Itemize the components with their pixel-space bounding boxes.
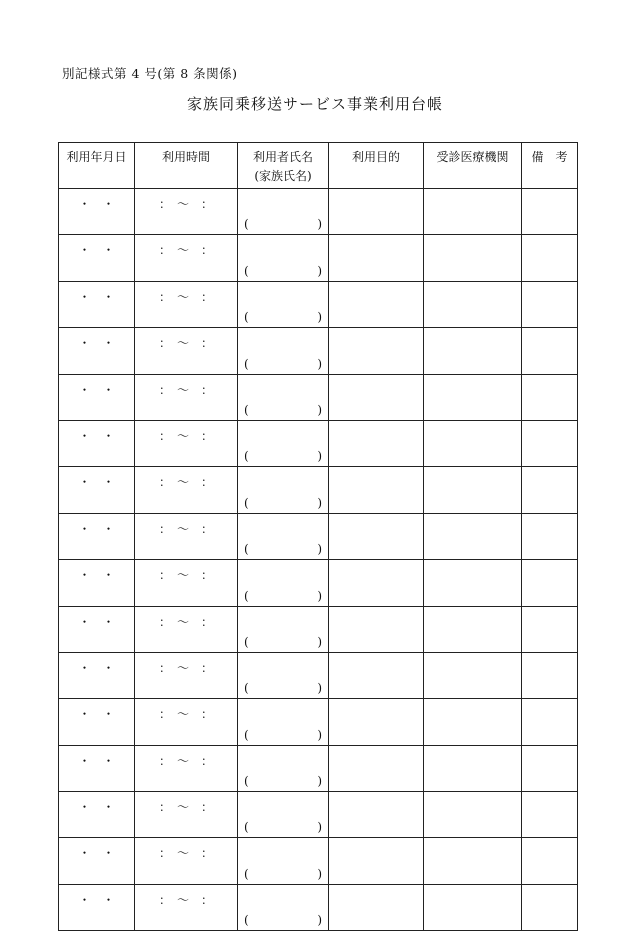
time-separator: ： 〜 ：	[158, 428, 213, 443]
table-row	[59, 281, 578, 327]
close-paren: )	[317, 310, 322, 325]
medical-institution-cell[interactable]	[424, 884, 522, 930]
family-name-field[interactable]	[238, 448, 328, 466]
time-cell[interactable]	[135, 328, 238, 374]
user-name-cell[interactable]	[238, 745, 329, 791]
date-separator: ・ ・	[78, 428, 115, 443]
time-cell[interactable]	[135, 652, 238, 698]
remarks-cell[interactable]	[522, 420, 578, 466]
time-separator: ： 〜 ：	[158, 336, 213, 351]
header-user-name-label: 利用者氏名	[252, 150, 313, 164]
date-separator: ・ ・	[78, 614, 115, 629]
date-separator: ・ ・	[78, 243, 115, 258]
time-cell[interactable]	[135, 513, 238, 559]
date-cell[interactable]	[59, 467, 135, 513]
close-paren: )	[317, 542, 322, 557]
user-name-cell[interactable]	[238, 328, 329, 374]
remarks-cell[interactable]	[522, 745, 578, 791]
medical-institution-cell[interactable]	[424, 745, 522, 791]
medical-institution-cell[interactable]	[424, 838, 522, 884]
date-separator: ・ ・	[78, 892, 115, 907]
date-separator: ・ ・	[78, 800, 115, 815]
family-name-field[interactable]	[238, 541, 328, 559]
medical-institution-cell[interactable]	[424, 792, 522, 838]
close-paren: )	[317, 449, 322, 464]
open-paren: (	[244, 588, 249, 603]
time-separator: ： 〜 ：	[158, 800, 213, 815]
date-cell[interactable]	[59, 606, 135, 652]
remarks-cell[interactable]	[522, 189, 578, 235]
close-paren: )	[317, 356, 322, 371]
table-row	[59, 838, 578, 884]
open-paren: (	[244, 449, 249, 464]
remarks-cell[interactable]	[522, 513, 578, 559]
time-separator: ： 〜 ：	[158, 660, 213, 675]
table-row	[59, 420, 578, 466]
date-separator: ・ ・	[78, 753, 115, 768]
table-row	[59, 374, 578, 420]
table-header	[59, 143, 578, 189]
close-paren: )	[317, 820, 322, 835]
time-cell[interactable]	[135, 235, 238, 281]
purpose-cell[interactable]	[329, 374, 424, 420]
purpose-cell[interactable]	[329, 745, 424, 791]
user-name-cell[interactable]	[238, 792, 329, 838]
purpose-cell[interactable]	[329, 699, 424, 745]
medical-institution-cell[interactable]	[424, 467, 522, 513]
purpose-cell[interactable]	[329, 281, 424, 327]
time-cell[interactable]	[135, 281, 238, 327]
time-separator: ： 〜 ：	[158, 892, 213, 907]
remarks-cell[interactable]	[522, 328, 578, 374]
table-body	[59, 189, 578, 931]
time-separator: ： 〜 ：	[158, 753, 213, 768]
family-name-field[interactable]	[238, 216, 328, 234]
remarks-cell[interactable]	[522, 792, 578, 838]
family-name-field[interactable]	[238, 495, 328, 513]
purpose-cell[interactable]	[329, 652, 424, 698]
remarks-cell[interactable]	[522, 606, 578, 652]
purpose-cell[interactable]	[329, 235, 424, 281]
time-cell[interactable]	[135, 884, 238, 930]
date-separator: ・ ・	[78, 568, 115, 583]
open-paren: (	[244, 774, 249, 789]
close-paren: )	[317, 913, 322, 928]
date-cell[interactable]	[59, 235, 135, 281]
user-name-cell[interactable]	[238, 560, 329, 606]
family-name-field[interactable]	[238, 356, 328, 374]
date-cell[interactable]	[59, 189, 135, 235]
header-date: 利用年月日	[59, 143, 135, 189]
family-name-field[interactable]	[238, 912, 328, 930]
user-name-cell[interactable]	[238, 606, 329, 652]
date-separator: ・ ・	[78, 336, 115, 351]
table-row	[59, 328, 578, 374]
medical-institution-cell[interactable]	[424, 652, 522, 698]
time-cell[interactable]	[135, 792, 238, 838]
medical-institution-cell[interactable]	[424, 420, 522, 466]
medical-institution-cell[interactable]	[424, 699, 522, 745]
medical-institution-cell[interactable]	[424, 328, 522, 374]
table-row	[59, 467, 578, 513]
time-separator: ： 〜 ：	[158, 197, 213, 211]
family-name-field[interactable]	[238, 634, 328, 652]
open-paren: (	[244, 913, 249, 928]
user-name-cell[interactable]	[238, 235, 329, 281]
date-cell[interactable]	[59, 374, 135, 420]
table-row	[59, 792, 578, 838]
open-paren: (	[244, 866, 249, 881]
close-paren: )	[317, 495, 322, 510]
close-paren: )	[317, 866, 322, 881]
date-separator: ・ ・	[78, 846, 115, 861]
purpose-cell[interactable]	[329, 606, 424, 652]
remarks-cell[interactable]	[522, 652, 578, 698]
purpose-cell[interactable]	[329, 792, 424, 838]
date-cell[interactable]	[59, 420, 135, 466]
family-name-field[interactable]	[238, 402, 328, 420]
user-name-cell[interactable]	[238, 838, 329, 884]
open-paren: (	[244, 402, 249, 417]
user-name-cell[interactable]	[238, 374, 329, 420]
date-separator: ・ ・	[78, 289, 115, 304]
header-user-name	[238, 143, 329, 189]
time-cell[interactable]	[135, 467, 238, 513]
time-cell[interactable]	[135, 606, 238, 652]
purpose-cell[interactable]	[329, 467, 424, 513]
time-cell[interactable]	[135, 374, 238, 420]
close-paren: )	[317, 634, 322, 649]
date-cell[interactable]	[59, 699, 135, 745]
remarks-cell[interactable]	[522, 884, 578, 930]
purpose-cell[interactable]	[329, 560, 424, 606]
open-paren: (	[244, 634, 249, 649]
family-name-field[interactable]	[238, 773, 328, 791]
open-paren: (	[244, 681, 249, 696]
date-cell[interactable]	[59, 513, 135, 559]
user-name-cell[interactable]	[238, 467, 329, 513]
date-cell[interactable]	[59, 745, 135, 791]
header-family-name-label: (家族氏名)	[254, 169, 312, 183]
open-paren: (	[244, 217, 249, 232]
family-name-field[interactable]	[238, 588, 328, 606]
table-row	[59, 699, 578, 745]
header-time: 利用時間	[135, 143, 238, 189]
time-cell[interactable]	[135, 189, 238, 235]
remarks-cell[interactable]	[522, 235, 578, 281]
date-cell[interactable]	[59, 792, 135, 838]
family-name-field[interactable]	[238, 263, 328, 281]
time-cell[interactable]	[135, 699, 238, 745]
medical-institution-cell[interactable]	[424, 235, 522, 281]
medical-institution-cell[interactable]	[424, 513, 522, 559]
time-cell[interactable]	[135, 560, 238, 606]
user-name-cell[interactable]	[238, 884, 329, 930]
close-paren: )	[317, 402, 322, 417]
close-paren: )	[317, 217, 322, 232]
family-name-field[interactable]	[238, 680, 328, 698]
open-paren: (	[244, 727, 249, 742]
open-paren: (	[244, 820, 249, 835]
open-paren: (	[244, 495, 249, 510]
purpose-cell[interactable]	[329, 838, 424, 884]
user-name-cell[interactable]	[238, 420, 329, 466]
family-name-field[interactable]	[238, 866, 328, 884]
date-cell[interactable]	[59, 652, 135, 698]
time-separator: ： 〜 ：	[158, 521, 213, 536]
header-remarks: 備 考	[522, 143, 578, 189]
purpose-cell[interactable]	[329, 884, 424, 930]
purpose-cell[interactable]	[329, 328, 424, 374]
date-separator: ・ ・	[78, 707, 115, 722]
time-separator: ： 〜 ：	[158, 568, 213, 583]
table-row	[59, 745, 578, 791]
remarks-cell[interactable]	[522, 467, 578, 513]
remarks-cell[interactable]	[522, 281, 578, 327]
header-row	[59, 143, 578, 189]
open-paren: (	[244, 356, 249, 371]
open-paren: (	[244, 542, 249, 557]
table-row	[59, 652, 578, 698]
date-separator: ・ ・	[78, 521, 115, 536]
time-separator: ： 〜 ：	[158, 289, 213, 304]
user-name-cell[interactable]	[238, 281, 329, 327]
header-purpose: 利用目的	[329, 143, 424, 189]
usage-ledger-table	[58, 142, 578, 931]
date-separator: ・ ・	[78, 475, 115, 490]
time-separator: ： 〜 ：	[158, 475, 213, 490]
family-name-field[interactable]	[238, 309, 328, 327]
medical-institution-cell[interactable]	[424, 606, 522, 652]
time-separator: ： 〜 ：	[158, 707, 213, 722]
close-paren: )	[317, 588, 322, 603]
time-separator: ： 〜 ：	[158, 614, 213, 629]
table-row	[59, 606, 578, 652]
family-name-field[interactable]	[238, 727, 328, 745]
purpose-cell[interactable]	[329, 513, 424, 559]
date-cell[interactable]	[59, 884, 135, 930]
table-row	[59, 884, 578, 930]
table-row	[59, 513, 578, 559]
time-separator: ： 〜 ：	[158, 846, 213, 861]
medical-institution-cell[interactable]	[424, 281, 522, 327]
medical-institution-cell[interactable]	[424, 189, 522, 235]
table-row	[59, 235, 578, 281]
time-cell[interactable]	[135, 838, 238, 884]
close-paren: )	[317, 681, 322, 696]
time-separator: ： 〜 ：	[158, 243, 213, 258]
medical-institution-cell[interactable]	[424, 374, 522, 420]
table-row	[59, 560, 578, 606]
family-name-field[interactable]	[238, 819, 328, 837]
remarks-cell[interactable]	[522, 838, 578, 884]
close-paren: )	[317, 774, 322, 789]
date-separator: ・ ・	[78, 660, 115, 675]
user-name-cell[interactable]	[238, 652, 329, 698]
open-paren: (	[244, 310, 249, 325]
remarks-cell[interactable]	[522, 560, 578, 606]
time-cell[interactable]	[135, 745, 238, 791]
user-name-cell[interactable]	[238, 699, 329, 745]
close-paren: )	[317, 263, 322, 278]
user-name-cell[interactable]	[238, 513, 329, 559]
date-cell[interactable]	[59, 281, 135, 327]
date-cell[interactable]	[59, 838, 135, 884]
purpose-cell[interactable]	[329, 189, 424, 235]
date-cell[interactable]	[59, 560, 135, 606]
open-paren: (	[244, 263, 249, 278]
form-reference: 別記様式第 4 号(第 8 条関係)	[62, 66, 238, 81]
table-row	[59, 189, 578, 235]
user-name-cell[interactable]	[238, 189, 329, 235]
remarks-cell[interactable]	[522, 374, 578, 420]
remarks-cell[interactable]	[522, 699, 578, 745]
medical-institution-cell[interactable]	[424, 560, 522, 606]
close-paren: )	[317, 727, 322, 742]
time-separator: ： 〜 ：	[158, 382, 213, 397]
header-medical-institution: 受診医療機関	[424, 143, 522, 189]
date-separator: ・ ・	[78, 382, 115, 397]
purpose-cell[interactable]	[329, 420, 424, 466]
date-cell[interactable]	[59, 328, 135, 374]
document-title: 家族同乗移送サービス事業利用台帳	[186, 95, 443, 113]
time-cell[interactable]	[135, 420, 238, 466]
date-separator: ・ ・	[78, 197, 115, 211]
